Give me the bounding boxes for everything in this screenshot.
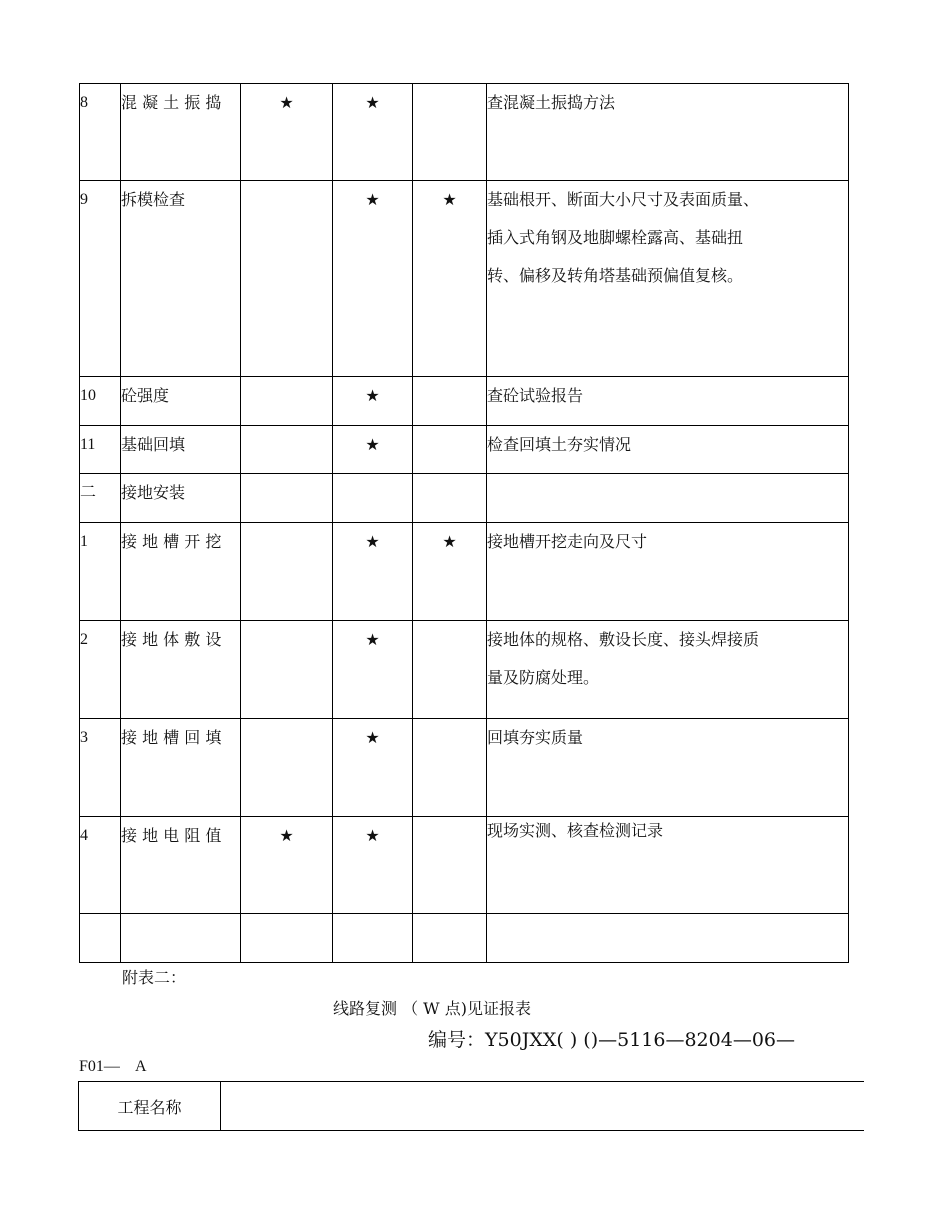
report-number: 编号：Y50JXX( ) ()—5116—8204—06— <box>428 1029 796 1051</box>
inspection-note: 现场实测、核查检测记录 <box>487 817 849 914</box>
item-name: 混 凝 土 振 捣 <box>121 84 241 181</box>
row-number: 8 <box>80 84 121 181</box>
table-row <box>80 84 849 181</box>
inspection-note <box>487 914 849 963</box>
row-number: 4 <box>80 817 121 914</box>
inspection-note: 接地体的规格、敷设长度、接头焊接质量及防腐处理。 <box>487 621 849 719</box>
star-mark: ★ <box>333 181 413 377</box>
row-number <box>80 914 121 963</box>
appendix-label: 附表二： <box>122 968 187 987</box>
row-number: 9 <box>80 181 121 377</box>
section-name: 接地安装 <box>121 474 241 523</box>
project-name-label: 工程名称 <box>79 1082 221 1131</box>
star-mark: ★ <box>333 719 413 817</box>
inspection-note: 查混凝土振捣方法 <box>487 84 849 181</box>
inspection-note: 接地槽开挖走向及尺寸 <box>487 523 849 621</box>
table-row <box>80 377 849 426</box>
item-name: 接 地 体 敷 设 <box>121 621 241 719</box>
inspection-note: 检查回填土夯实情况 <box>487 426 849 474</box>
star-mark <box>413 914 487 963</box>
table-row <box>80 181 849 377</box>
table-row <box>80 621 849 719</box>
star-mark: ★ <box>413 523 487 621</box>
star-mark <box>241 377 333 426</box>
star-mark <box>241 523 333 621</box>
star-mark: ★ <box>241 817 333 914</box>
table-row <box>80 523 849 621</box>
star-mark: ★ <box>241 84 333 181</box>
table-row <box>80 719 849 817</box>
item-name: 拆模检查 <box>121 181 241 377</box>
item-name: 接 地 电 阻 值 <box>121 817 241 914</box>
star-mark <box>241 719 333 817</box>
report-title: 线路复测 （ W 点)见证报表 <box>333 999 531 1018</box>
star-mark <box>413 426 487 474</box>
inspection-note: 基础根开、断面大小尺寸及表面质量、插入式角钢及地脚螺栓露高、基础扭转、偏移及转角塔基础预偏值复核。 <box>487 181 849 377</box>
star-mark <box>413 474 487 523</box>
table-row <box>80 474 849 523</box>
star-mark <box>333 474 413 523</box>
star-mark <box>333 914 413 963</box>
table-row <box>79 1082 865 1131</box>
row-number: 3 <box>80 719 121 817</box>
row-number: 11 <box>80 426 121 474</box>
table-row <box>80 817 849 914</box>
item-name: 砼强度 <box>121 377 241 426</box>
inspection-note: 回填夯实质量 <box>487 719 849 817</box>
table-row <box>80 914 849 963</box>
row-number: 2 <box>80 621 121 719</box>
star-mark <box>241 621 333 719</box>
item-name <box>121 914 241 963</box>
star-mark: ★ <box>333 621 413 719</box>
star-mark: ★ <box>333 377 413 426</box>
row-number: 10 <box>80 377 121 426</box>
row-number: 1 <box>80 523 121 621</box>
star-mark: ★ <box>333 426 413 474</box>
star-mark <box>413 84 487 181</box>
project-name-value[interactable] <box>221 1082 865 1131</box>
inspection-note: 查砼试验报告 <box>487 377 849 426</box>
item-name: 接 地 槽 回 填 <box>121 719 241 817</box>
star-mark <box>241 426 333 474</box>
star-mark: ★ <box>333 523 413 621</box>
star-mark: ★ <box>333 817 413 914</box>
item-name: 接 地 槽 开 挖 <box>121 523 241 621</box>
item-name: 基础回填 <box>121 426 241 474</box>
inspection-note <box>487 474 849 523</box>
table-row <box>80 426 849 474</box>
star-mark <box>241 181 333 377</box>
form-code: F01— A <box>79 1058 147 1075</box>
star-mark <box>413 377 487 426</box>
star-mark <box>413 719 487 817</box>
star-mark <box>413 621 487 719</box>
section-number: 二 <box>80 474 121 523</box>
star-mark <box>241 914 333 963</box>
star-mark <box>241 474 333 523</box>
inspection-table <box>79 83 849 963</box>
project-info-table <box>78 1081 864 1131</box>
star-mark: ★ <box>333 84 413 181</box>
star-mark: ★ <box>413 181 487 377</box>
star-mark <box>413 817 487 914</box>
